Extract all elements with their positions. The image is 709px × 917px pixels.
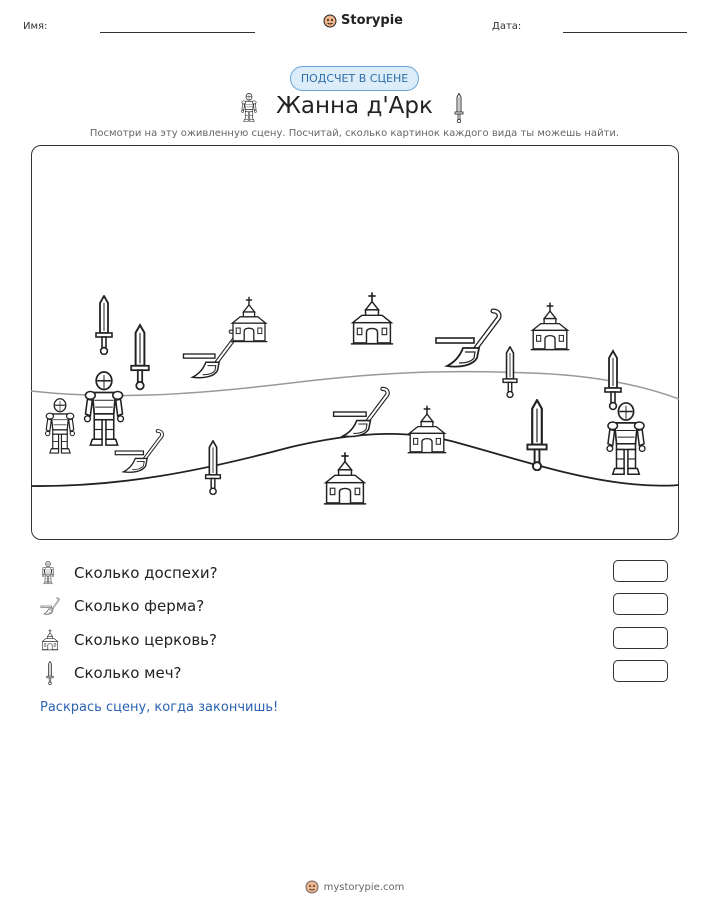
church-icon [40,628,60,652]
armor-icon [40,561,60,585]
church-icon [408,406,447,453]
armor-icon [607,403,645,474]
church-icon [531,303,570,350]
storypie-logo-icon [305,880,319,894]
brand-logo [323,13,403,28]
plow-icon [40,594,60,618]
sword-icon [131,325,149,389]
sword-icon [40,661,60,685]
sword-icon [452,93,466,123]
name-line[interactable] [100,32,255,33]
question-row-church [40,628,217,652]
plow-icon [115,431,162,472]
plow-icon [183,332,235,378]
question-text: Сколько меч? [74,664,182,682]
question-row-sword [40,661,182,685]
answer-box-church[interactable] [613,627,668,649]
church-icon [324,452,366,504]
date-label: Дата: [492,21,522,32]
church-icon [231,297,268,342]
answer-box-plow[interactable] [613,593,668,615]
armor-icon [85,372,124,445]
sword-icon [527,400,546,470]
activity-badge: ПОДСЧЕТ В СЦЕНЕ [290,66,419,91]
scene-canvas [31,145,679,540]
storypie-logo-icon [323,14,337,28]
question-text: Сколько ферма? [74,597,205,615]
footer-site-url[interactable]: mystorypie.com [323,881,405,893]
plow-icon [436,311,499,367]
sword-icon [96,296,112,354]
question-row-armor [40,561,218,585]
armor-icon [46,399,75,453]
date-line[interactable] [563,32,687,33]
church-icon [351,292,393,344]
coloring-note: Раскрась сцену, когда закончишь! [40,700,279,715]
answer-box-armor[interactable] [613,560,668,582]
instructions: Посмотри на эту оживленную сцену. Посчитай, сколько картинок каждого вида ты можешь найти. [89,128,620,139]
question-text: Сколько церковь? [74,631,217,649]
question-row-plow [40,594,204,618]
question-text: Сколько доспехи? [74,564,218,582]
back-hill-line [31,372,679,399]
name-label: Имя: [23,21,48,32]
answer-box-sword[interactable] [613,660,668,682]
page-title: Жанна д'Арк [276,93,433,119]
plow-icon [334,389,388,437]
footer [0,880,709,894]
brand-name: Storypie [341,13,403,28]
